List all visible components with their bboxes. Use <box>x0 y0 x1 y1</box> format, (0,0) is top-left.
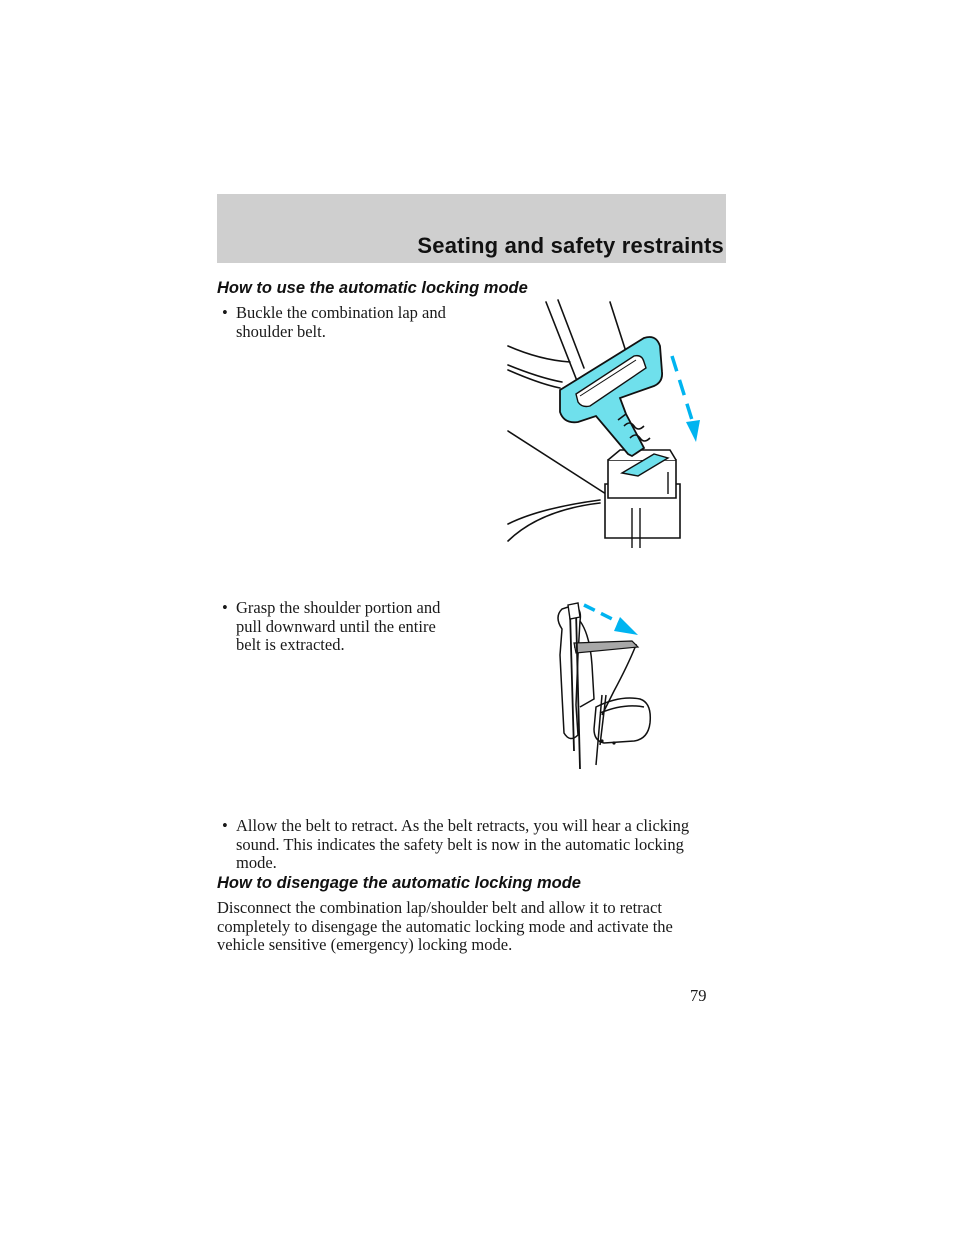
bullet-symbol: • <box>222 598 228 617</box>
bullet-text: Grasp the shoulder portion and pull downward until the entire belt is extracted. <box>236 598 441 654</box>
bullet-text: Allow the belt to retract. As the belt retracts, you will hear a clicking sound. This indicates the safety belt is now in the automatic locking mode. <box>236 816 690 872</box>
heading-use-automatic-locking: How to use the automatic locking mode <box>217 279 528 297</box>
header-band <box>217 194 726 263</box>
disengage-paragraph: Disconnect the combination lap/shoulder belt and allow it to retract completely to disengage the automatic locking mode and activate the vehicle sensitive (emergency) locking mode. <box>217 898 673 954</box>
bullet-grasp <box>222 599 440 655</box>
seat-belt-pull-illustration <box>540 595 660 775</box>
buckle-illustration <box>500 298 715 553</box>
bullet-buckle <box>222 304 446 341</box>
bullet-retract <box>222 817 689 873</box>
bullet-text: Buckle the combination lap and shoulder belt. <box>236 303 446 341</box>
bullet-symbol: • <box>222 303 228 322</box>
page-number: 79 <box>690 986 707 1005</box>
heading-disengage-automatic-locking: How to disengage the automatic locking mode <box>217 874 581 892</box>
section-title: Seating and safety restraints <box>417 233 724 258</box>
bullet-symbol: • <box>222 816 228 835</box>
